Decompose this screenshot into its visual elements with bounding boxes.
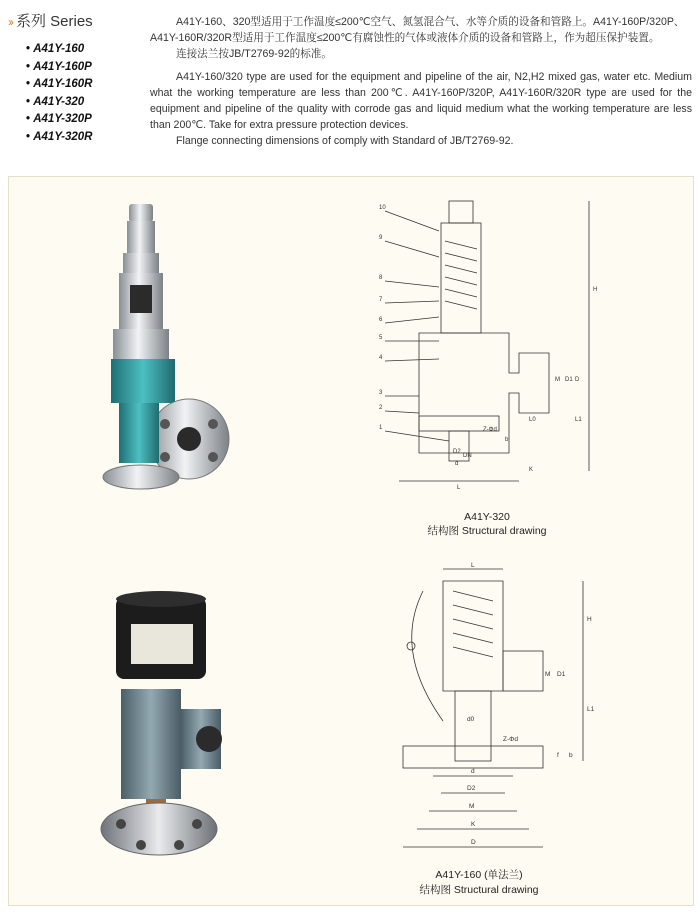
- dim-label: D: [471, 839, 476, 846]
- dim-label: f: [557, 752, 559, 759]
- dim-label: H: [587, 616, 592, 623]
- part-number: 8: [379, 275, 383, 281]
- model-label: A41Y-320: [464, 511, 510, 523]
- product-panel: [8, 176, 694, 906]
- valve-photo-a41y-160: [91, 589, 231, 879]
- model-item: • A41Y-320R: [26, 129, 92, 147]
- top-drawing-caption: [387, 511, 587, 538]
- dim-label: K: [471, 821, 476, 828]
- dim-label: d: [471, 768, 475, 775]
- part-number: 10: [379, 205, 386, 211]
- dim-label: D2: [467, 785, 476, 792]
- part-number: 1: [379, 425, 383, 431]
- series-title: [8, 10, 93, 31]
- model-list: [26, 41, 92, 146]
- dim-label: b: [505, 437, 509, 443]
- caption-text: 结构图 Structural drawing: [419, 884, 539, 896]
- structural-drawing-a41y-160: [393, 561, 633, 861]
- caption-text: 结构图 Structural drawing: [427, 525, 547, 537]
- intro-cn-1: A41Y-160、320型适用于工作温度≤200℃空气、氮氢混合气、水等介质的设备和管路上。A41Y-160P/320P、A41Y-160R/320R型适用于工作温度≤200℃有腐蚀性的气体或液体介质的设备和管路上，作为超压保护装置。: [150, 16, 685, 44]
- dim-label: K: [529, 467, 534, 473]
- dim-label: Z-Φd: [483, 427, 497, 433]
- dim-label: L: [457, 485, 461, 491]
- model-item: • A41Y-320P: [26, 111, 92, 129]
- dim-label: L1: [575, 417, 582, 423]
- dim-label: Z-Φd: [503, 736, 518, 743]
- intro-en-2: Flange connecting dimensions of comply with Standard of JB/T2769-92.: [176, 135, 514, 147]
- part-number: 9: [379, 235, 383, 241]
- dim-label: L: [471, 562, 475, 569]
- intro-cn-2: 连接法兰按JB/T2769-92的标准。: [176, 48, 332, 60]
- chevron-right-icon: ››: [8, 15, 12, 29]
- dim-label: D2: [453, 449, 461, 455]
- model-item: • A41Y-160P: [26, 59, 92, 77]
- valve-photo-a41y-320: [89, 199, 249, 499]
- structural-drawing-a41y-320: [379, 191, 619, 491]
- dim-label: M: [469, 803, 475, 810]
- dim-label: D1: [565, 377, 573, 383]
- model-item: • A41Y-160R: [26, 76, 92, 94]
- dim-label: d: [455, 461, 459, 467]
- dim-label: M: [545, 671, 551, 678]
- dim-label: M: [555, 377, 560, 383]
- part-number: 6: [379, 317, 383, 323]
- series-label: 系列 Series: [16, 13, 93, 30]
- model-label: A41Y-160 (单法兰): [435, 869, 523, 881]
- dim-label: L0: [529, 417, 536, 423]
- dim-label: H: [593, 287, 598, 293]
- dim-label: D: [575, 377, 580, 383]
- part-number: 4: [379, 355, 383, 361]
- part-number: 3: [379, 390, 383, 396]
- dim-label: b: [569, 752, 573, 759]
- part-number: 5: [379, 335, 383, 341]
- model-item: • A41Y-160: [26, 41, 92, 59]
- intro-en-1: A41Y-160/320 type are used for the equipment and pipeline of the air, N2,H2 mixed gas, water etc. Medium what the working temperature are less than 200℃. A41Y-160P/320P, A41Y-160R/320R type are used for the equipment and pipeline of the quality with corrode gas and liquid medium what the working temperature are less than 200℃. Take for extra pressure protection devices.: [150, 71, 692, 131]
- model-item: • A41Y-320: [26, 94, 92, 112]
- part-number: 7: [379, 297, 383, 303]
- bottom-drawing-caption: [379, 867, 579, 897]
- dim-label: L1: [587, 706, 595, 713]
- dim-label: DN: [463, 453, 472, 459]
- intro-text: [150, 14, 692, 149]
- dim-label: d0: [467, 716, 475, 723]
- part-number: 2: [379, 405, 383, 411]
- dim-label: D1: [557, 671, 566, 678]
